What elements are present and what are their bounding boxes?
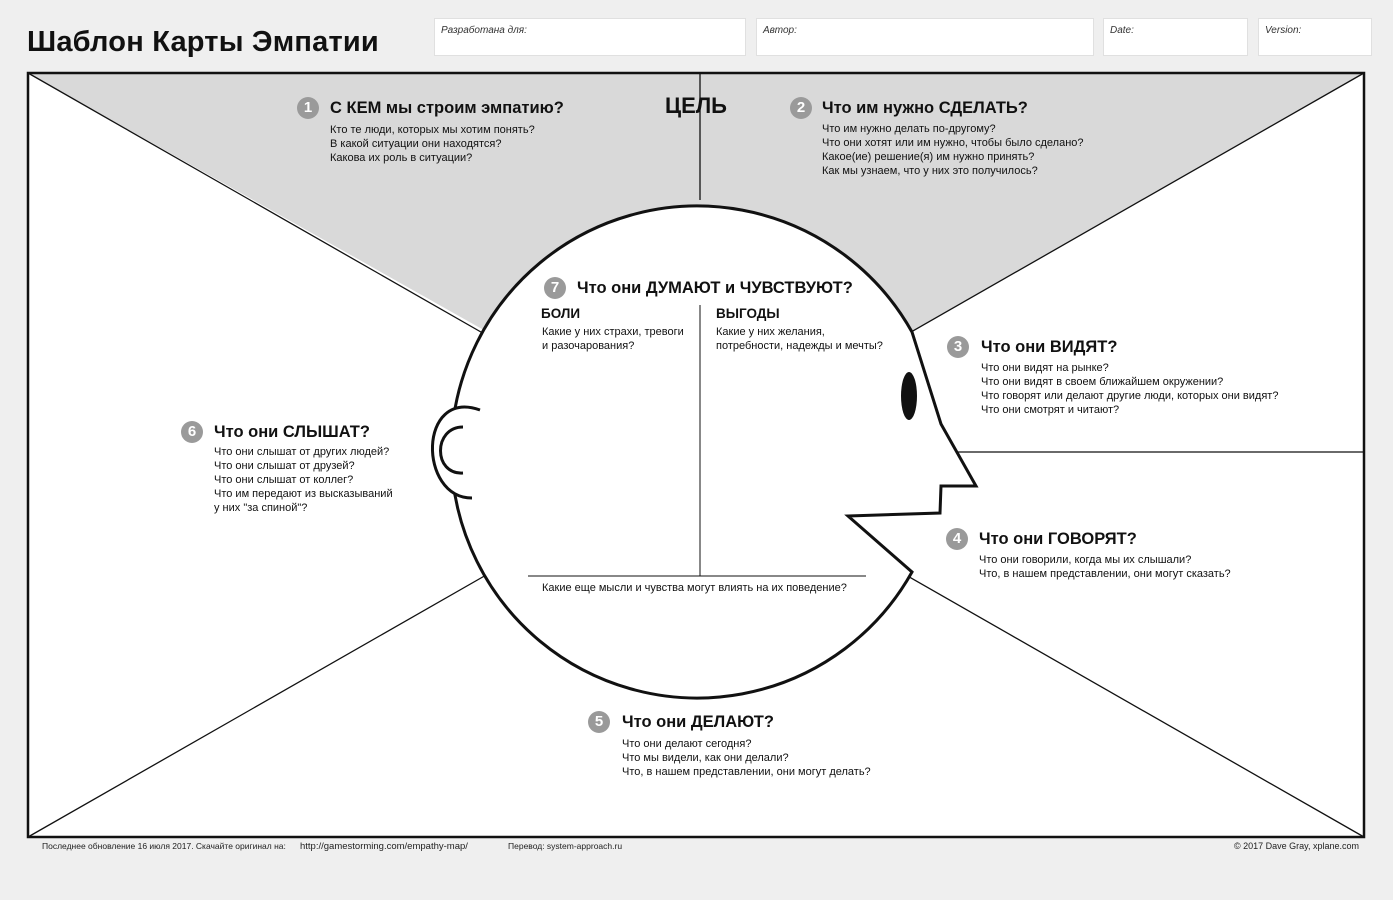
question-line: Какие у них желания, xyxy=(716,326,825,338)
gains-questions xyxy=(716,325,883,353)
section-6-title: Что они СЛЫШАТ? xyxy=(214,423,370,441)
question-line: Что они слышат от других людей? xyxy=(214,446,390,458)
pains-questions xyxy=(542,325,684,353)
section-1-questions xyxy=(330,123,535,165)
section-5-title: Что они ДЕЛАЮТ? xyxy=(622,713,774,731)
question-line: Что они делают сегодня? xyxy=(622,738,752,750)
question-line: Что говорят или делают другие люди, которых они видят? xyxy=(981,390,1279,402)
section-3-title: Что они ВИДЯТ? xyxy=(981,338,1118,356)
section-1-title: С КЕМ мы строим эмпатию? xyxy=(330,99,564,117)
question-line: Что они хотят или им нужно, чтобы было сделано? xyxy=(822,137,1084,149)
other-thoughts-question: Какие еще мысли и чувства могут влиять на их поведение? xyxy=(542,582,847,594)
question-line: Что они смотрят и читают? xyxy=(981,404,1120,416)
gains-title: ВЫГОДЫ xyxy=(716,306,780,321)
section-2-questions xyxy=(822,122,1084,178)
question-line: Какое(ие) решение(я) им нужно принять? xyxy=(822,151,1035,163)
question-line: Что они видят на рынке? xyxy=(981,362,1109,374)
section-3-number: 3 xyxy=(947,336,969,358)
question-line: Что, в нашем представлении, они могут делать? xyxy=(622,766,871,778)
section-3-questions xyxy=(981,361,1278,417)
question-line: и разочарования? xyxy=(542,340,635,352)
page-title: Шаблон Карты Эмпатии xyxy=(27,26,379,58)
head-eye xyxy=(901,372,917,420)
section-5-questions xyxy=(622,737,871,779)
footer-copyright: © 2017 Dave Gray, xplane.com xyxy=(1234,841,1360,851)
question-line: Что они говорили, когда мы их слышали? xyxy=(979,554,1192,566)
section-4-questions xyxy=(979,553,1231,581)
question-line: у них "за спиной"? xyxy=(214,502,308,514)
question-line: Что им передают из высказываний xyxy=(214,488,393,500)
question-line: Что мы видели, как они делали? xyxy=(622,752,789,764)
section-2-title: Что им нужно СДЕЛАТЬ? xyxy=(822,99,1028,117)
developed-for-label: Разработана для: xyxy=(441,25,527,36)
section-2-number: 2 xyxy=(790,97,812,119)
footer-url-link[interactable]: http://gamestorming.com/empathy-map/ xyxy=(300,841,468,852)
question-line: Как мы узнаем, что у них это получилось? xyxy=(822,165,1038,177)
question-line: Кто те люди, которых мы хотим понять? xyxy=(330,124,535,136)
section-4-number: 4 xyxy=(946,528,968,550)
question-line: Что они слышат от коллег? xyxy=(214,474,354,486)
question-line: Какие у них страхи, тревоги xyxy=(542,326,684,338)
pains-title: БОЛИ xyxy=(541,306,581,321)
question-line: Что они слышат от друзей? xyxy=(214,460,355,472)
question-line: Что им нужно делать по-другому? xyxy=(822,123,996,135)
question-line: потребности, надежды и мечты? xyxy=(716,340,883,352)
author-label: Автор: xyxy=(763,25,797,36)
version-label: Version: xyxy=(1265,25,1302,36)
footer-updated: Последнее обновление 16 июля 2017. Скачайте оригинал на: xyxy=(42,841,286,851)
section-7-number: 7 xyxy=(544,277,566,299)
question-line: Что они видят в своем ближайшем окружении? xyxy=(981,376,1224,388)
footer-translation: Перевод: system-approach.ru xyxy=(508,841,623,851)
section-6-number: 6 xyxy=(181,421,203,443)
goal-label: ЦЕЛЬ xyxy=(665,93,727,118)
section-7-title: Что они ДУМАЮТ и ЧУВСТВУЮТ? xyxy=(577,279,853,297)
section-6-questions xyxy=(214,445,393,515)
section-1-number: 1 xyxy=(297,97,319,119)
section-4-title: Что они ГОВОРЯТ? xyxy=(979,530,1137,548)
section-5-number: 5 xyxy=(588,711,610,733)
question-line: Какова их роль в ситуации? xyxy=(330,152,473,164)
question-line: Что, в нашем представлении, они могут сказать? xyxy=(979,568,1231,580)
question-line: В какой ситуации они находятся? xyxy=(330,138,502,150)
date-label: Date: xyxy=(1110,25,1134,36)
